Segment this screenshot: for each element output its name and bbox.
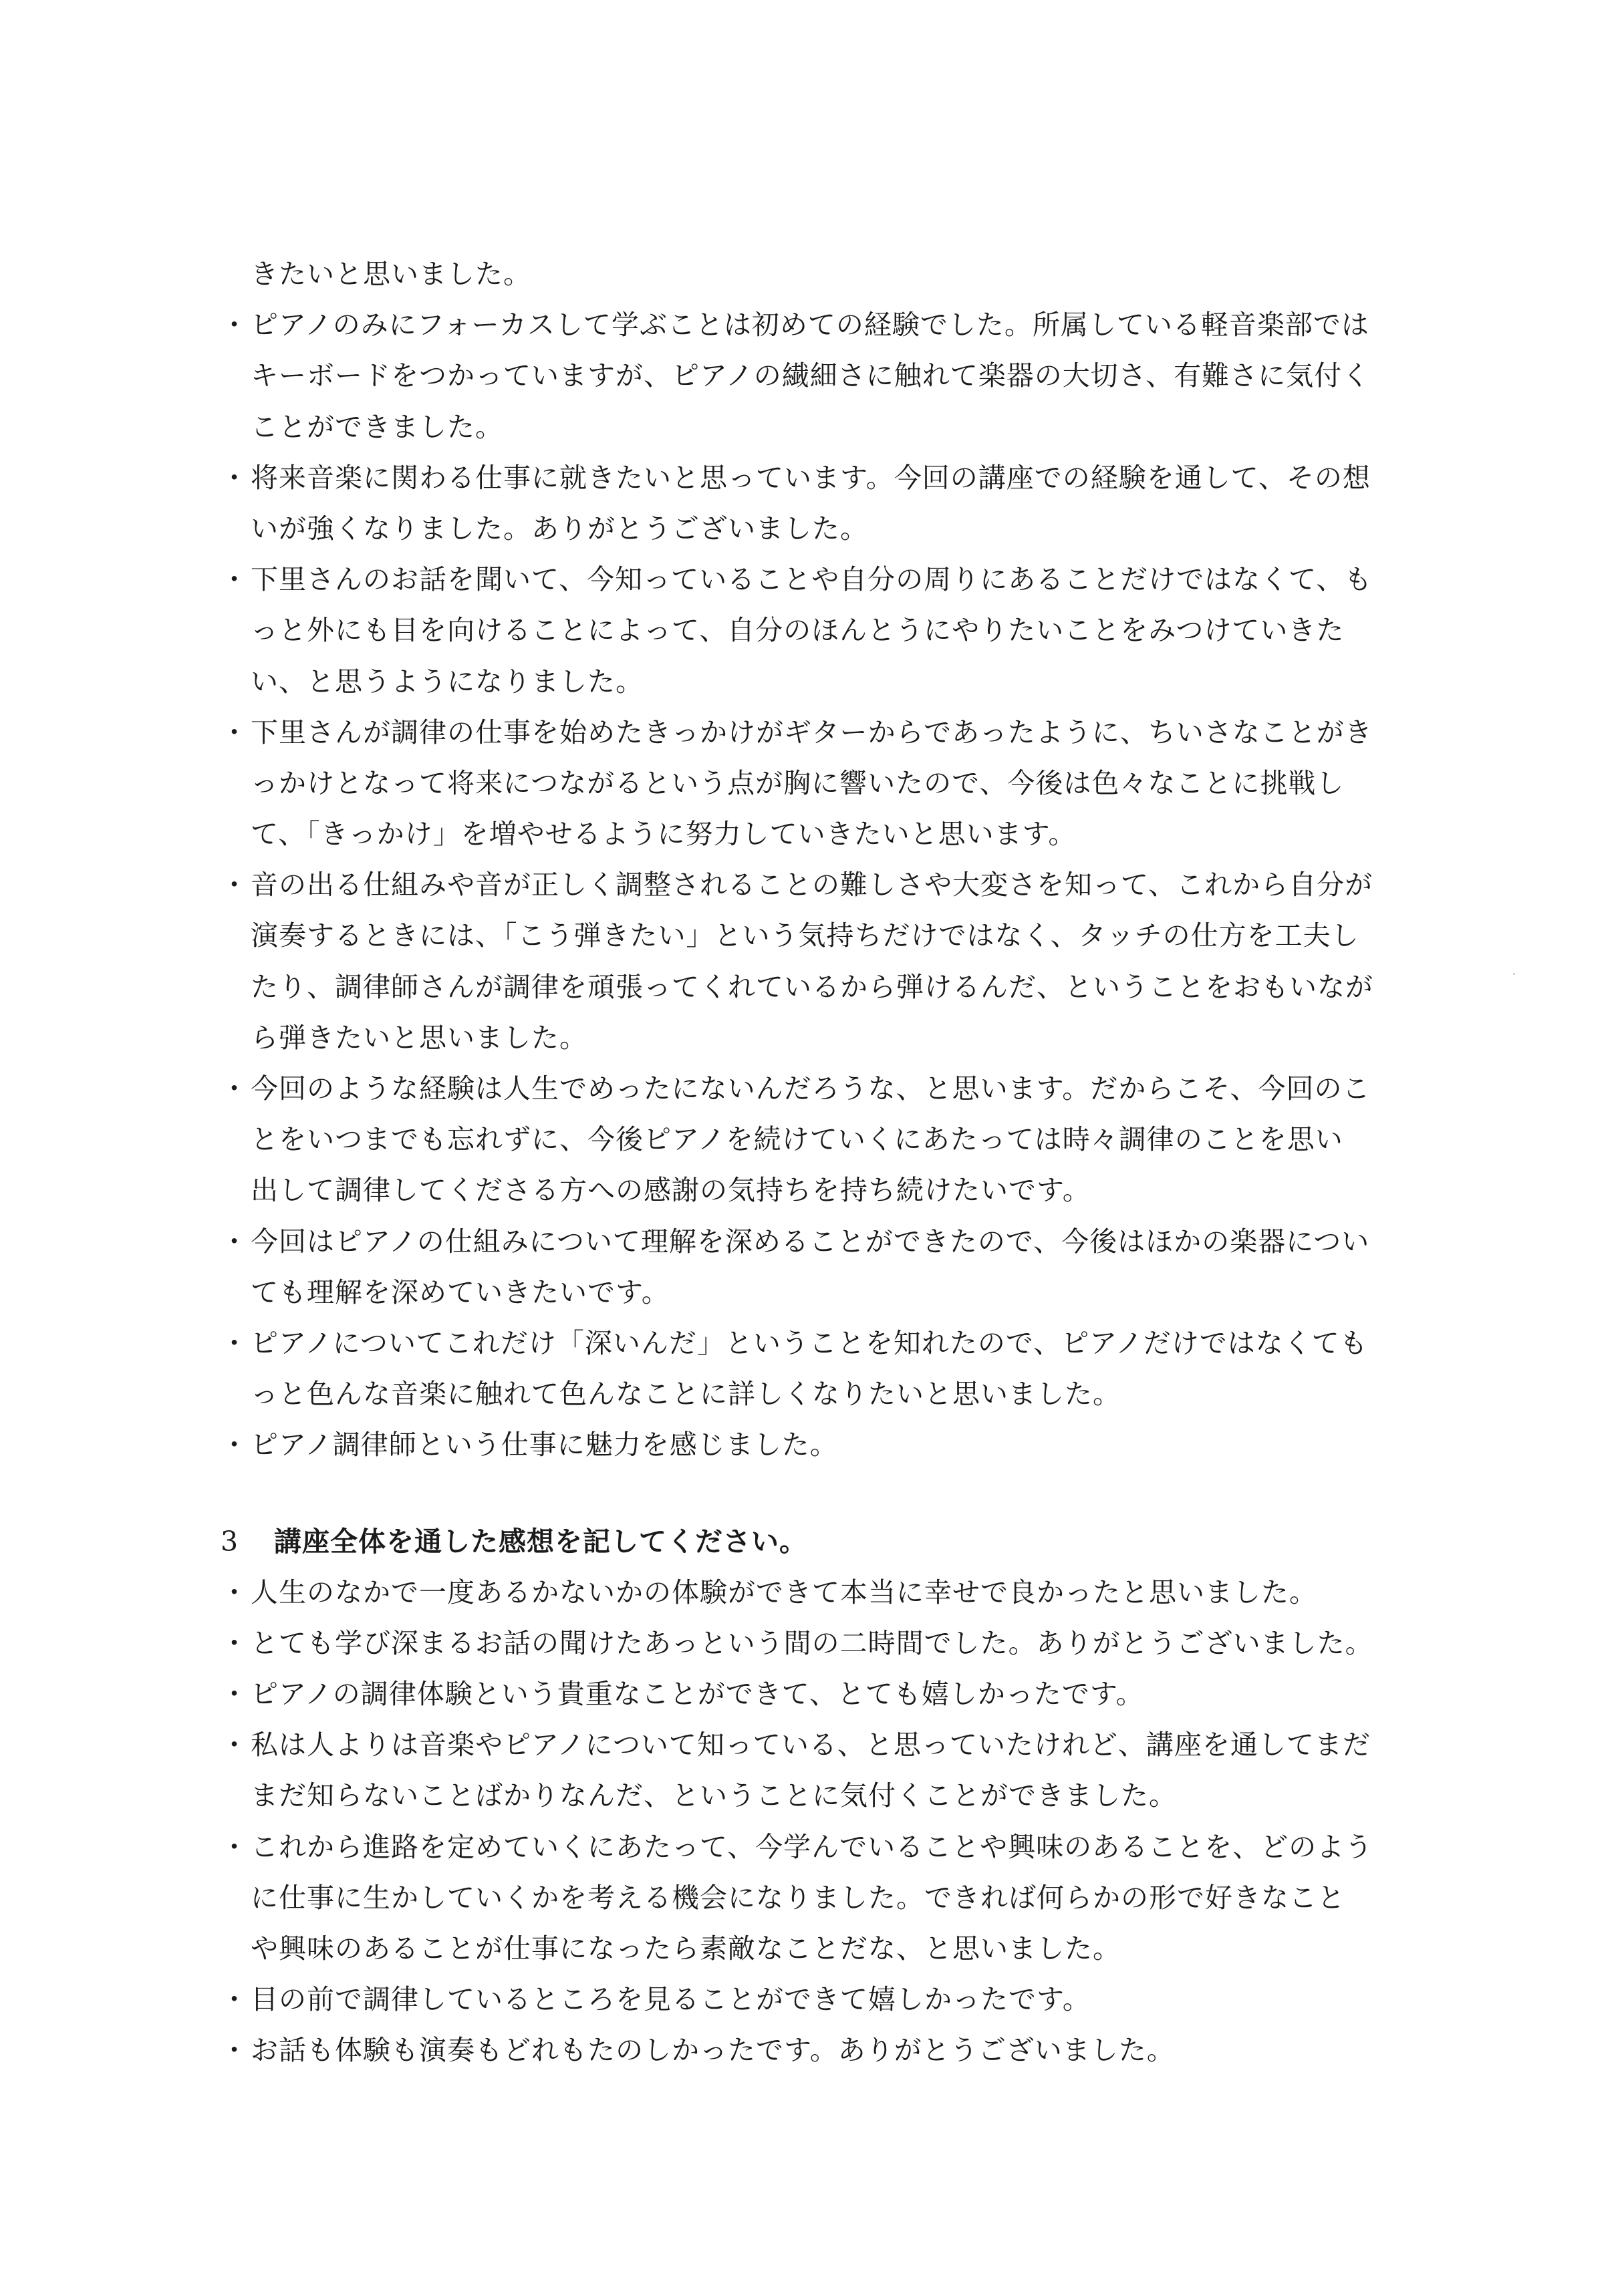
list-item <box>221 1822 1444 1975</box>
section-gap <box>221 1471 1444 1516</box>
list-item <box>221 1719 1444 1821</box>
item-text-line: ても理解を深めていきたいです。 <box>251 1276 670 1308</box>
bullet-mark: ・ <box>221 1729 249 1761</box>
item-text-line: 将来音楽に関わる仕事に就きたいと思っています。今回の講座での経験を通して、その想 <box>251 461 1371 494</box>
list-item <box>221 1063 1444 1216</box>
bullet-mark: ・ <box>221 1576 249 1608</box>
item-text-line: ピアノの調律体験という貴重なことができて、とても嬉しかったです。 <box>251 1678 1144 1711</box>
item-text-line: ピアノについてこれだけ「深いんだ」ということを知れたので、ピアノだけではなくても <box>251 1326 1368 1359</box>
item-text-line: っと外にも目を向けることによって、自分のほんとうにやりたいことをみつけていきた <box>251 614 1345 647</box>
item-text-line: ら弾きたいと思いました。 <box>251 1021 587 1054</box>
bullet-mark: ・ <box>221 1983 249 2016</box>
item-text-line: 音の出る仕組みや音が正しく調整されることの難しさや大変さを知って、これから自分が <box>251 869 1373 901</box>
item-text-line: 下里さんのお話を聞いて、今知っていることや自分の周りにあることだけではなくて、も <box>251 563 1373 596</box>
bullet-mark: ・ <box>221 869 249 901</box>
list-item <box>221 1618 1444 1669</box>
section-number: 3 <box>221 1525 239 1558</box>
item-text-line: 下里さんが調律の仕事を始めたきっかけがギターからであったように、ちいさなことがき <box>251 716 1373 748</box>
list-item <box>221 2025 1444 2075</box>
list-item <box>221 452 1444 554</box>
item-text-line: 人生のなかで一度あるかないかの体験ができて本当に幸せで良かったと思いました。 <box>251 1576 1317 1608</box>
bullet-mark: ・ <box>221 1626 249 1659</box>
item-text-line: とても学び深まるお話の聞けたあっという間の二時間でした。ありがとうございました。 <box>251 1626 1373 1659</box>
item-text-line: 演奏するときには、「こう弾きたい」という気持ちだけではなく、タッチの仕方を工夫し <box>251 919 1359 952</box>
item-text-line: に仕事に生かしていくかを考える機会になりました。できれば何らかの形で好きなこと <box>251 1881 1345 1914</box>
bullet-mark: ・ <box>221 1225 249 1258</box>
item-text-line: とをいつまでも忘れずに、今後ピアノを続けていくにあたっては時々調律のことを思い <box>251 1123 1343 1156</box>
continuation-line: きたいと思いました。 <box>251 258 531 290</box>
item-text-line: っかけとなって将来につながるという点が胸に響いたので、今後は色々なことに挑戦し <box>251 766 1345 799</box>
list-item <box>221 1974 1444 2025</box>
list-item <box>221 299 1444 452</box>
list-item <box>221 1419 1444 1470</box>
item-text-line: キーボードをつかっていますが、ピアノの繊細さに触れて楽器の大切さ、有難さに気付く <box>251 360 1371 392</box>
bullet-mark: ・ <box>221 461 249 494</box>
list-item <box>221 554 1444 707</box>
item-text-line: や興味のあることが仕事になったら素敵なことだな、と思いました。 <box>251 1932 1121 1965</box>
bullet-mark: ・ <box>221 563 249 596</box>
bullet-mark: ・ <box>221 716 249 748</box>
section-heading-text: 講座全体を通した感想を記してください。 <box>274 1525 807 1558</box>
bullet-mark: ・ <box>221 1830 249 1863</box>
bullet-mark: ・ <box>221 1429 249 1461</box>
bullet-mark: ・ <box>221 1326 249 1359</box>
list-item <box>221 1216 1444 1318</box>
list-item <box>221 859 1444 1063</box>
item-text-line: 今回のような経験は人生でめったにないんだろうな、と思います。だからこそ、今回のこ <box>251 1072 1371 1105</box>
item-text-line: これから進路を定めていくにあたって、今学んでいることや興味のあることを、どのよう <box>251 1830 1373 1863</box>
item-text-line: 目の前で調律しているところを見ることができて嬉しかったです。 <box>251 1983 1091 2016</box>
document-body <box>221 249 1444 2076</box>
bullet-mark: ・ <box>221 1678 249 1711</box>
item-text-line: い、と思うようになりました。 <box>251 665 644 698</box>
item-text-line: ピアノのみにフォーカスして学ぶことは初めての経験でした。所属している軽音楽部では <box>251 309 1369 341</box>
item-text-line: 私は人よりは音楽やピアノについて知っている、と思っていたけれど、講座を通してまだ <box>251 1729 1371 1761</box>
item-text-line: いが強くなりました。ありがとうございました。 <box>251 512 868 545</box>
item-text-line: まだ知らないことばかりなんだ、ということに気付くことができました。 <box>251 1779 1177 1812</box>
list-item <box>221 707 1444 860</box>
item-text-line: っと色んな音楽に触れて色んなことに詳しくなりたいと思いました。 <box>251 1378 1121 1411</box>
bullet-mark: ・ <box>221 309 249 341</box>
item-text-line: 出して調律してくださる方への感謝の気持ちを持ち続けたいです。 <box>251 1174 1091 1207</box>
item-text-line: ことができました。 <box>251 410 503 443</box>
item-text-line: て、「きっかけ」を増やせるように努力していきたいと思います。 <box>251 818 1077 851</box>
scan-speck <box>1513 973 1515 975</box>
list-item <box>221 1318 1444 1419</box>
item-text-line: お話も体験も演奏もどれもたのしかったです。ありがとうございました。 <box>251 2034 1175 2067</box>
item-text-line: 今回はピアノの仕組みについて理解を深めることができたので、今後はほかの楽器につい <box>251 1225 1370 1258</box>
section-heading <box>221 1516 1444 1567</box>
bullet-mark: ・ <box>221 2034 249 2067</box>
bullet-mark: ・ <box>221 1072 249 1105</box>
item-text-line: ピアノ調律師という仕事に魅力を感じました。 <box>251 1429 838 1461</box>
list-item <box>221 1567 1444 1618</box>
item-text-line: たり、調律師さんが調律を頑張ってくれているから弾けるんだ、ということをおもいなが <box>251 970 1373 1003</box>
list-item <box>221 1669 1444 1719</box>
